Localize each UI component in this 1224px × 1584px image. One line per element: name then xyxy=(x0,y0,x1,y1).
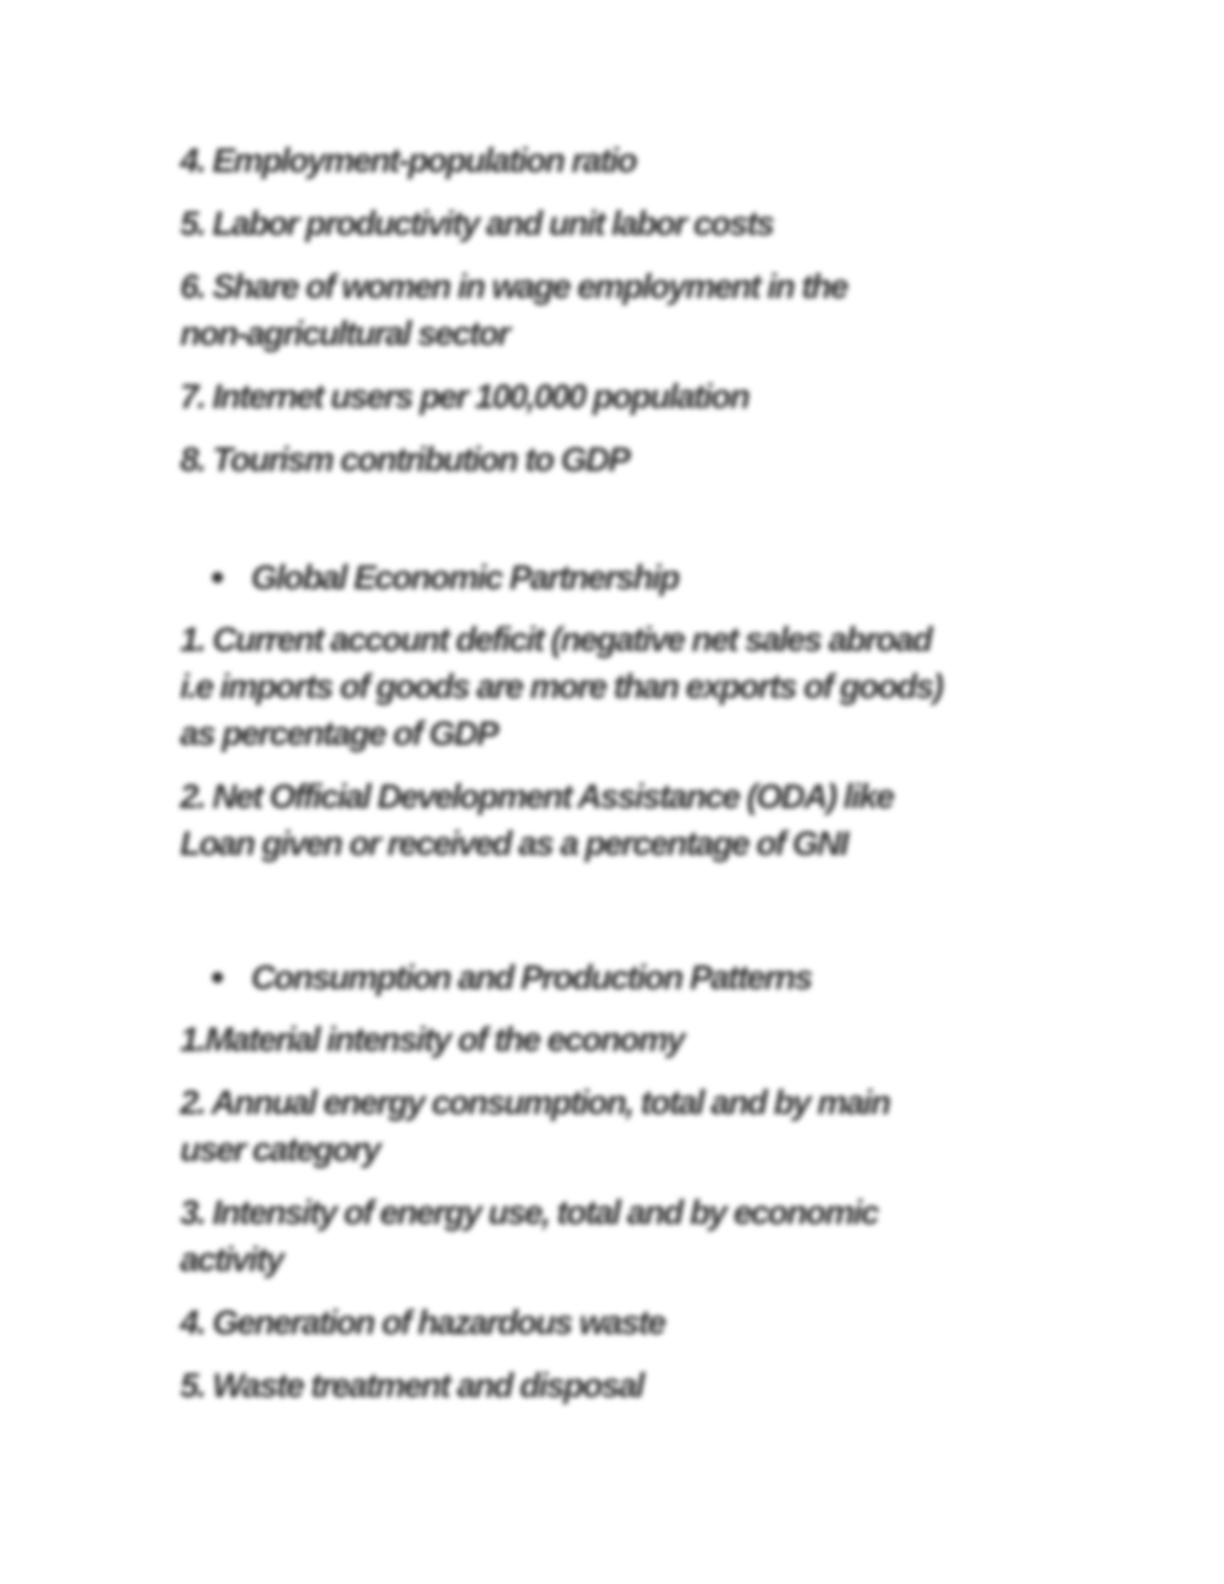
section-heading-text: Consumption and Production Patterns xyxy=(251,959,812,997)
list-item: 2. Annual energy consumption, total and by main xyxy=(180,1084,890,1122)
list-item-continuation: Loan given or received as a percentage of GNI xyxy=(180,825,848,863)
bullet-icon xyxy=(212,572,223,583)
list-item-continuation: user category xyxy=(180,1131,380,1169)
section-heading-global-economic-partnership xyxy=(212,555,679,602)
list-item-continuation: i.e imports of goods are more than exports of goods) xyxy=(180,668,943,706)
list-item: 4. Employment-population ratio xyxy=(180,142,637,180)
list-item: 8. Tourism contribution to GDP xyxy=(180,441,630,479)
list-item: 1. Current account deficit (negative net sales abroad xyxy=(180,621,932,659)
list-item: 7. Internet users per 100,000 population xyxy=(180,378,749,416)
list-item: 5. Waste treatment and disposal xyxy=(180,1367,644,1405)
list-item: 5. Labor productivity and unit labor costs xyxy=(180,205,774,243)
list-item: 2. Net Official Development Assistance (ODA) like xyxy=(180,778,893,816)
section-heading-consumption-production xyxy=(212,955,811,1002)
list-item-continuation: activity xyxy=(180,1241,283,1279)
list-item: 4. Generation of hazardous waste xyxy=(180,1304,665,1342)
list-item: 3. Intensity of energy use, total and by economic xyxy=(180,1194,878,1232)
section-heading-text: Global Economic Partnership xyxy=(251,559,679,597)
list-item: 1.Material intensity of the economy xyxy=(180,1021,684,1059)
list-item-continuation: as percentage of GDP xyxy=(180,715,498,753)
list-item-continuation: non-agricultural sector xyxy=(180,315,509,353)
bullet-icon xyxy=(212,972,223,983)
list-item: 6. Share of women in wage employment in the xyxy=(180,268,847,306)
